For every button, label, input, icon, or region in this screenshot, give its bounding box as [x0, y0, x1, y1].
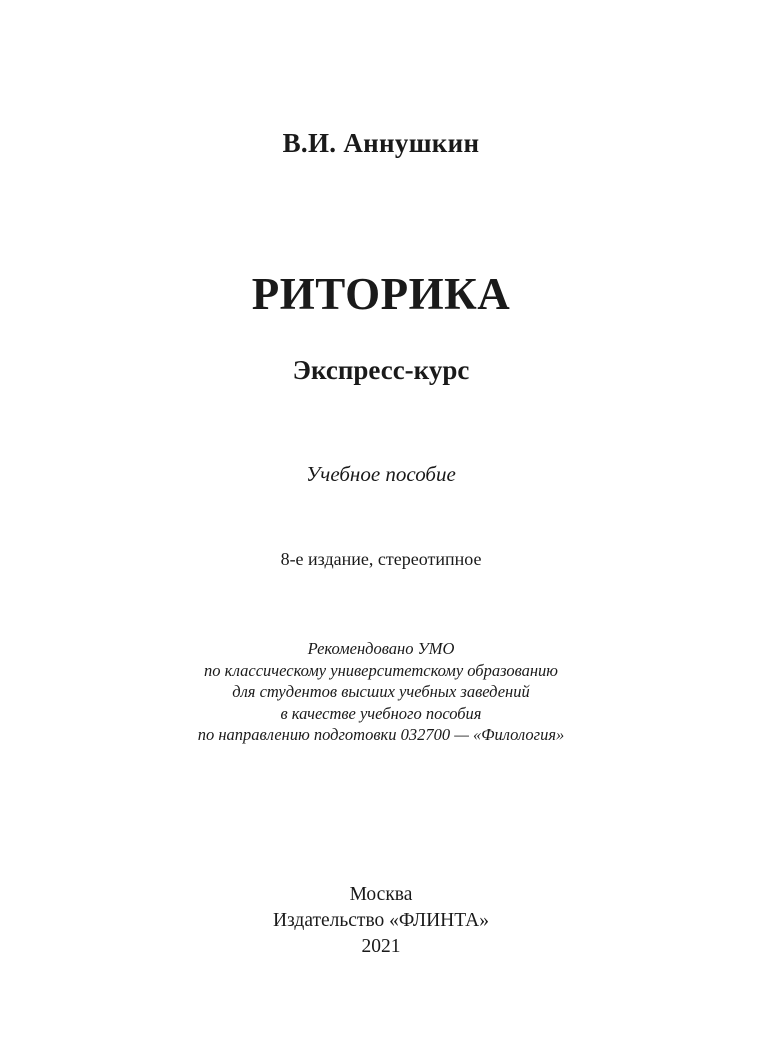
edition-note: 8-е издание, стереотипное	[280, 549, 482, 569]
imprint-city: Москва	[349, 884, 413, 905]
recommendation-line: в качестве учебного пособия	[280, 703, 482, 723]
recommendation-line: для студентов высших учебных заведений	[232, 682, 530, 701]
imprint-publisher: Издательство «ФЛИНТА»	[272, 910, 490, 931]
recommendation-line: по направлению подготовки 032700 — «Филология»	[197, 725, 565, 744]
recommendation-line: Рекомендовано УМО	[307, 639, 455, 658]
book-title: РИТОРИКА	[251, 269, 511, 319]
recommendation-line: по классическому университетскому образованию	[204, 660, 558, 680]
imprint-year: 2021	[361, 936, 401, 957]
author-name: В.И. Аннушкин	[282, 128, 480, 158]
recommendation-block	[0, 638, 762, 746]
book-subtitle: Экспресс-курс	[292, 355, 470, 385]
imprint-block	[0, 882, 762, 960]
publication-kind: Учебное пособие	[306, 462, 456, 486]
